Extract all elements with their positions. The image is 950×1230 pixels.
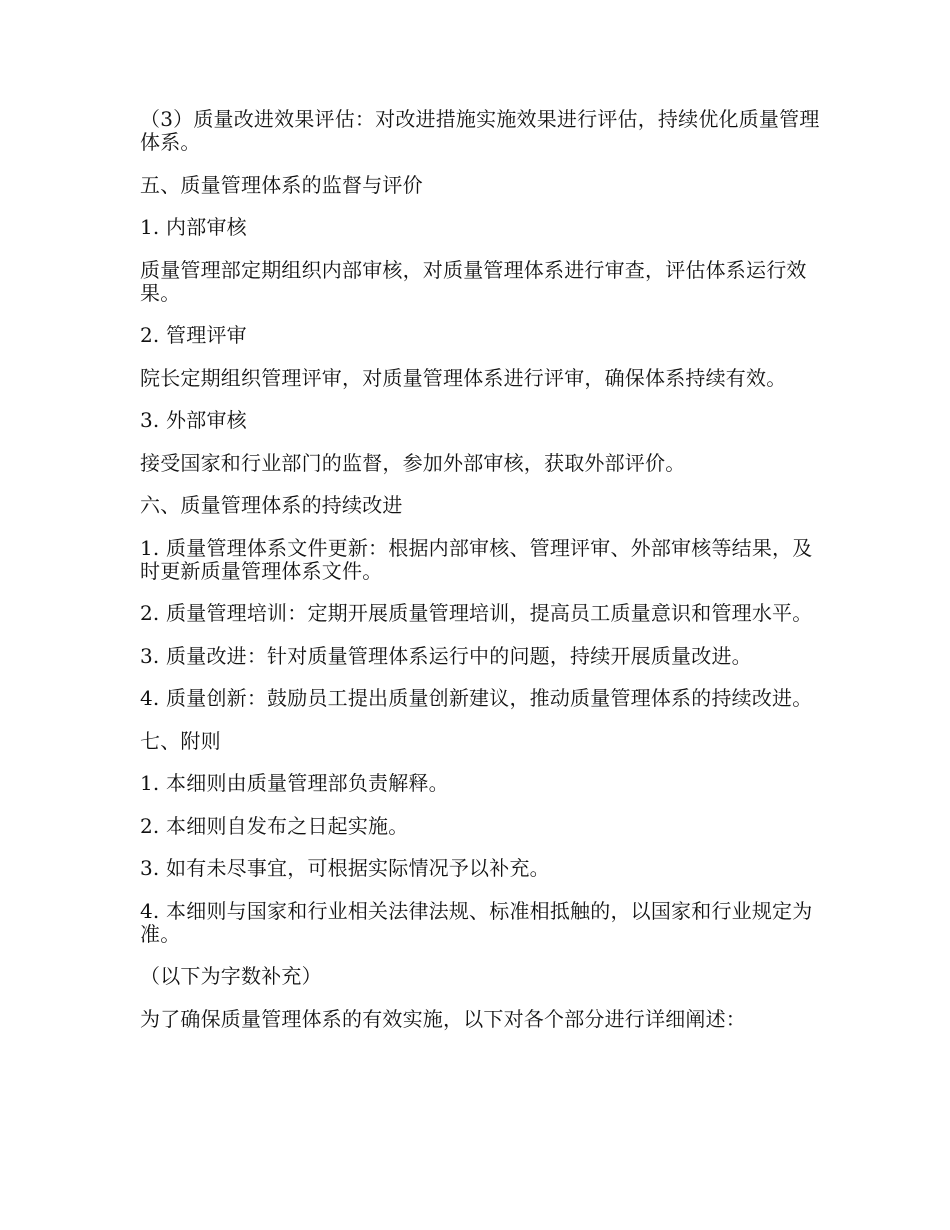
document-body xyxy=(140,108,820,1050)
paragraph-word-count-note: （以下为字数补充） xyxy=(140,964,322,988)
subheading-internal-audit: 1. 内部审核 xyxy=(140,215,247,239)
list-item-quality-innovation: 4. 质量创新：鼓励员工提出质量创新建议，推动质量管理体系的持续改进。 xyxy=(140,686,813,710)
paragraph-management-review: 院长定期组织管理评审，对质量管理体系进行评审，确保体系持续有效。 xyxy=(140,365,787,390)
list-item-conflict-rule: 4. 本细则与国家和行业相关法律法规、标准相抵触的，以国家和行业规定为准。 xyxy=(140,898,813,946)
paragraph-internal-audit: 质量管理部定期组织内部审核，对质量管理体系进行审查，评估体系运行效果。 xyxy=(140,257,807,305)
paragraph-improvement-evaluation: （3）质量改进效果评估：对改进措施实施效果进行评估，持续优化质量管理体系。 xyxy=(140,107,820,154)
section-heading-supplementary: 七、附则 xyxy=(140,728,221,753)
list-item-document-update: 1. 质量管理体系文件更新：根据内部审核、管理评审、外部审核等结果，及时更新质量管理体系文件。 xyxy=(140,535,813,583)
subheading-management-review: 2. 管理评审 xyxy=(140,323,247,347)
section-heading-continuous-improvement: 六、质量管理体系的持续改进 xyxy=(140,493,403,517)
list-item-supplement: 3. 如有未尽事宜，可根据实际情况予以补充。 xyxy=(140,856,550,880)
list-item-interpretation: 1. 本细则由质量管理部负责解释。 xyxy=(140,771,449,795)
list-item-training: 2. 质量管理培训：定期开展质量管理培训，提高员工质量意识和管理水平。 xyxy=(140,601,813,625)
section-heading-supervision: 五、质量管理体系的监督与评价 xyxy=(140,172,423,197)
list-item-effective-date: 2. 本细则自发布之日起实施。 xyxy=(140,813,409,838)
paragraph-detailed-explanation-intro: 为了确保质量管理体系的有效实施，以下对各个部分进行详细阐述： xyxy=(140,1006,746,1031)
paragraph-external-audit: 接受国家和行业部门的监督，参加外部审核，获取外部评价。 xyxy=(140,450,686,475)
subheading-external-audit: 3. 外部审核 xyxy=(140,408,247,432)
list-item-quality-improvement: 3. 质量改进：针对质量管理体系运行中的问题，持续开展质量改进。 xyxy=(140,643,752,668)
